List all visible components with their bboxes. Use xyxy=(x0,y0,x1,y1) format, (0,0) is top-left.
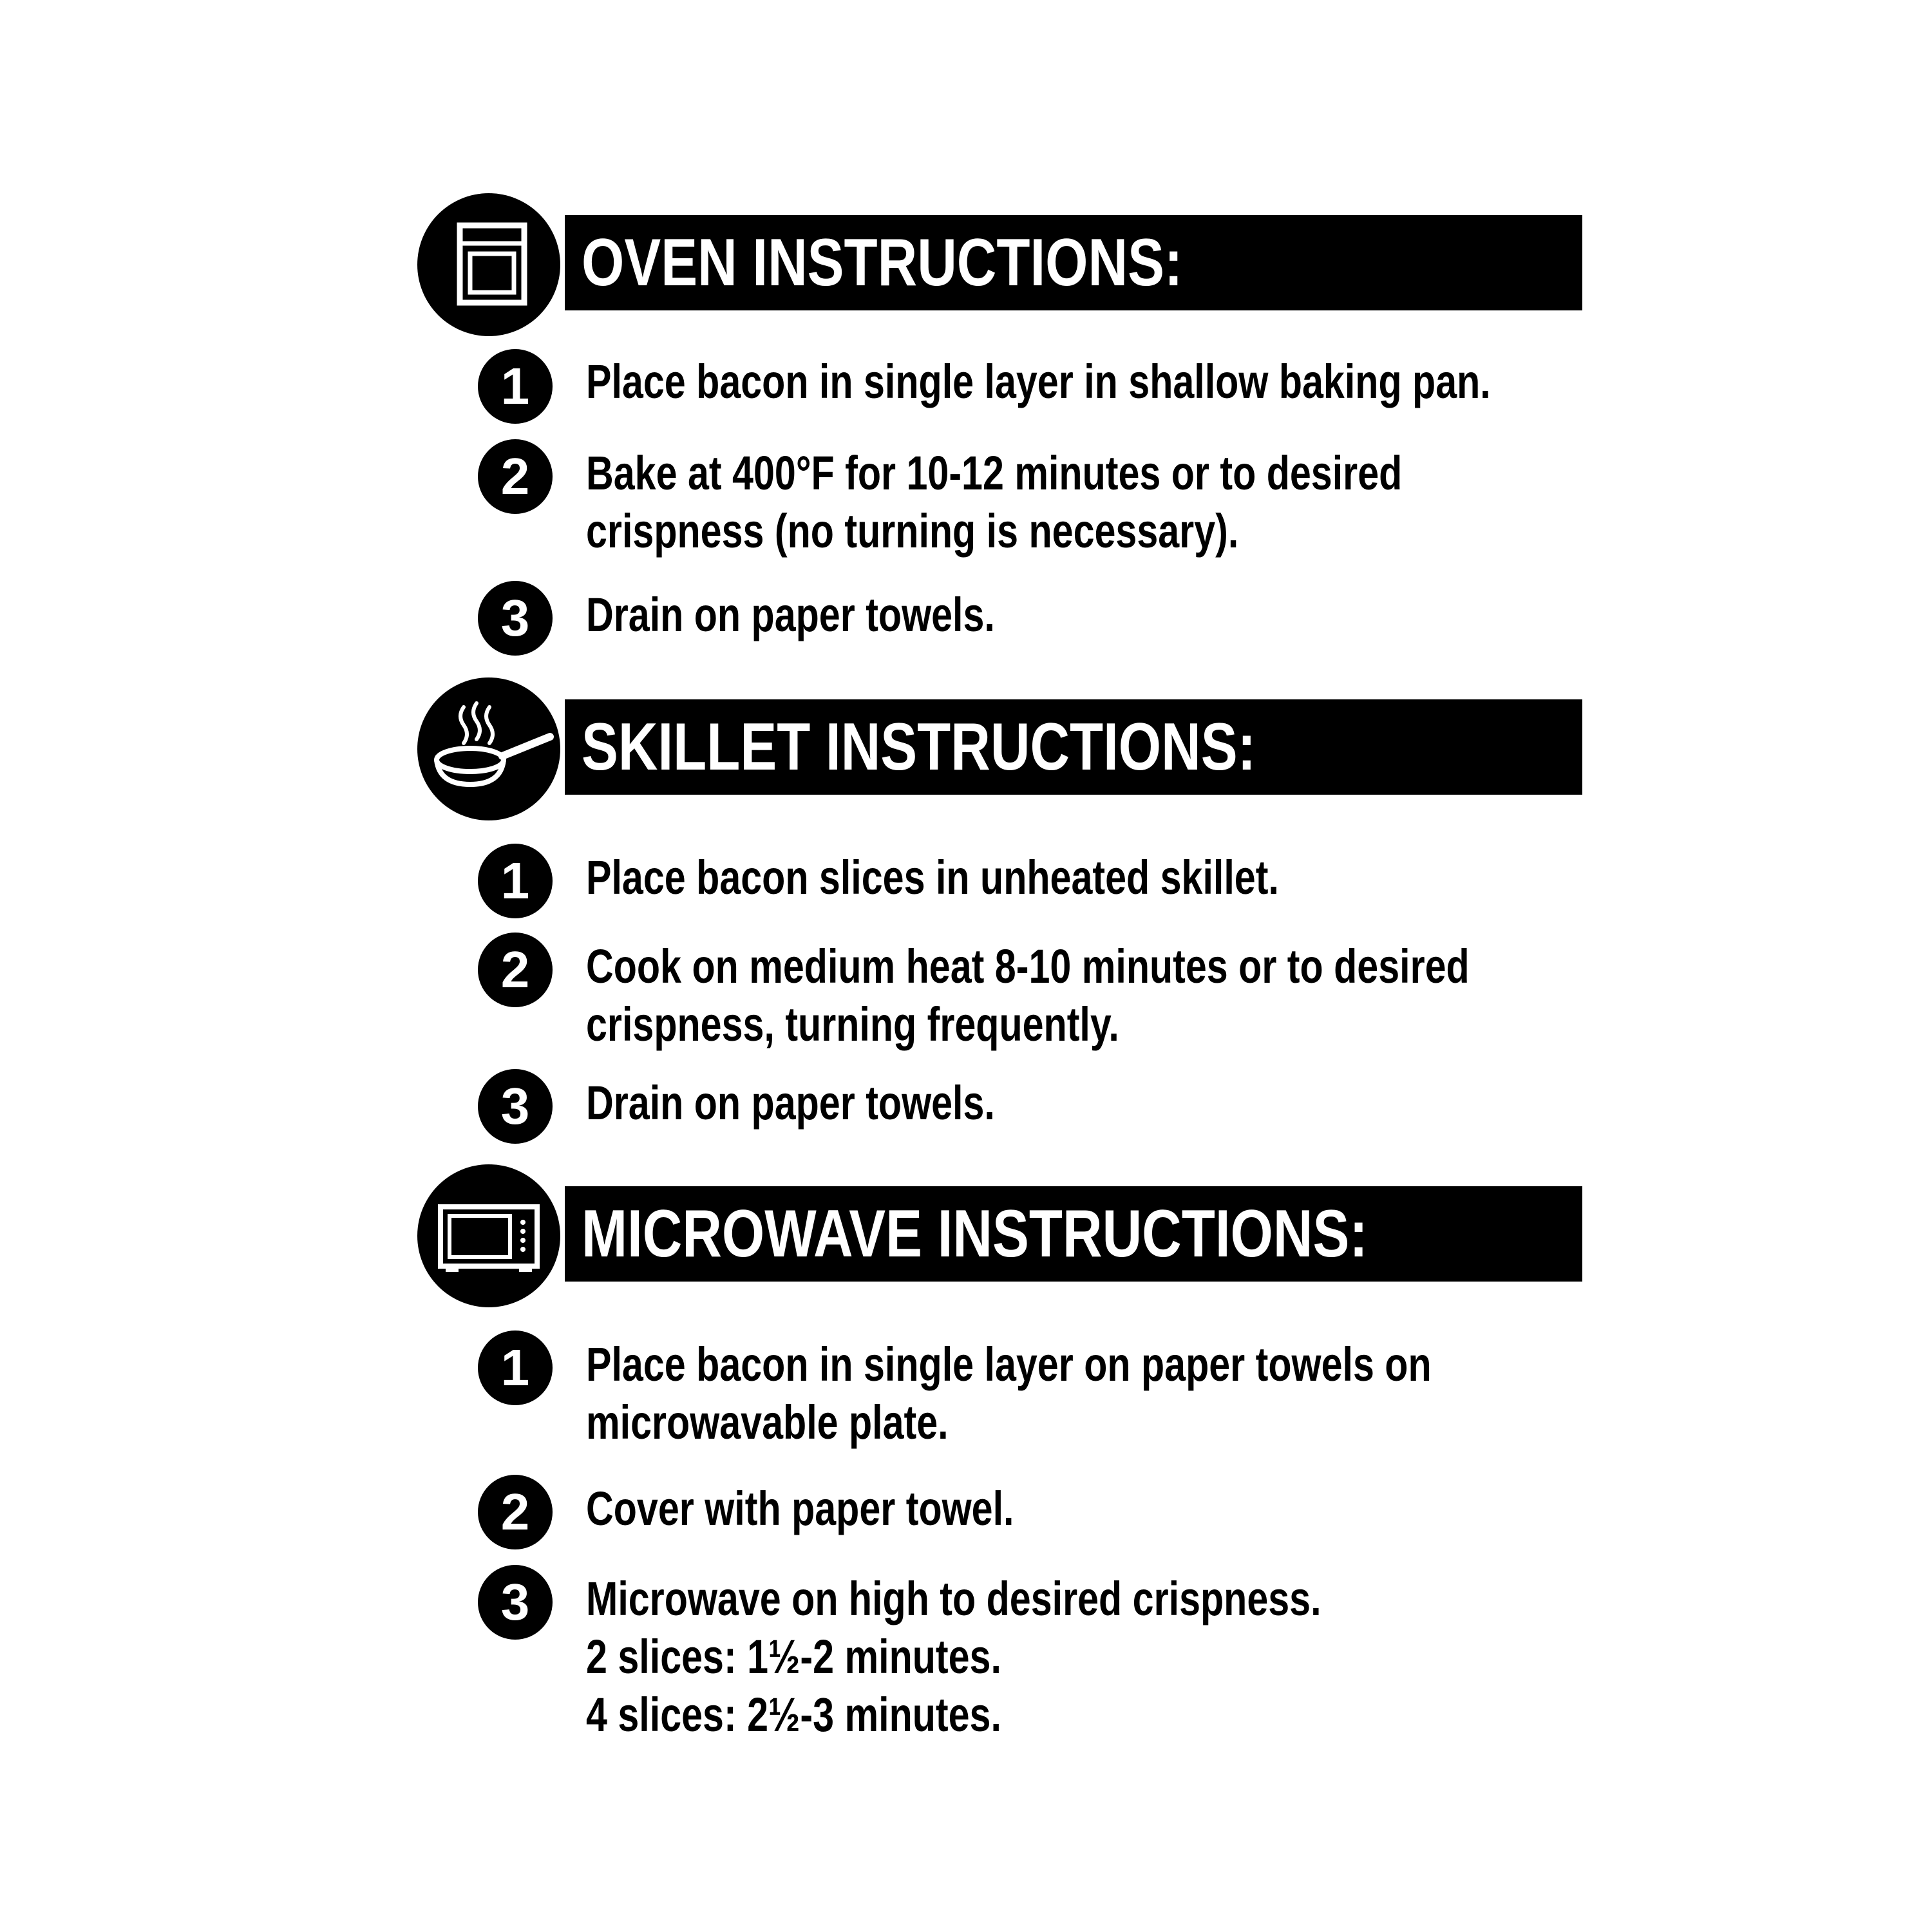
skillet-step-1-number: 1 xyxy=(478,844,553,918)
oven-icon xyxy=(417,193,560,336)
oven-step-2-text xyxy=(586,444,1402,560)
oven-step-3-text xyxy=(586,586,995,644)
skillet-title: SKILLET INSTRUCTIONS: xyxy=(582,710,1256,784)
oven-step-1-text xyxy=(586,353,1491,411)
skillet-step-2-line-2: crispness, turning frequently. xyxy=(586,998,1119,1051)
microwave-step-1-line-2: microwavable plate. xyxy=(586,1396,949,1449)
skillet-step-1-line-1: Place bacon slices in unheated skillet. xyxy=(586,851,1279,904)
microwave-step-1-text xyxy=(586,1336,1432,1452)
oven-step-2-line-2: crispness (no turning is necessary). xyxy=(586,504,1239,558)
microwave-step-3-line-1: Microwave on high to desired crispness. xyxy=(586,1572,1321,1625)
skillet-step-3-text xyxy=(586,1074,995,1132)
microwave-step-1-number: 1 xyxy=(478,1331,553,1405)
microwave-step-3-number: 3 xyxy=(478,1565,553,1640)
skillet-step-2-line-1: Cook on medium heat 8-10 minutes or to desired xyxy=(586,940,1470,993)
microwave-step-2-line-1: Cover with paper towel. xyxy=(586,1482,1014,1535)
microwave-icon xyxy=(417,1164,560,1307)
oven-step-2-number: 2 xyxy=(478,439,553,514)
microwave-step-3-text xyxy=(586,1570,1321,1744)
skillet-icon xyxy=(417,677,560,820)
oven-step-2-line-1: Bake at 400°F for 10-12 minutes or to desired xyxy=(586,446,1403,500)
oven-step-1-line-1: Place bacon in single layer in shallow baking pan. xyxy=(586,355,1491,408)
microwave-step-2-number: 2 xyxy=(478,1475,553,1549)
skillet-step-3-number: 3 xyxy=(478,1069,553,1144)
oven-step-3-number: 3 xyxy=(478,581,553,656)
skillet-step-2-number: 2 xyxy=(478,933,553,1007)
skillet-step-3-line-1: Drain on paper towels. xyxy=(586,1076,995,1130)
oven-title: OVEN INSTRUCTIONS: xyxy=(582,225,1183,300)
microwave-step-3-line-2: 2 slices: 1½-2 minutes. xyxy=(586,1630,1001,1683)
microwave-title: MICROWAVE INSTRUCTIONS: xyxy=(582,1197,1368,1271)
oven-step-3-line-1: Drain on paper towels. xyxy=(586,588,995,641)
oven-step-1-number: 1 xyxy=(478,349,553,424)
microwave-step-1-line-1: Place bacon in single layer on paper towels on xyxy=(586,1338,1432,1391)
skillet-step-1-text xyxy=(586,849,1279,907)
skillet-step-2-text xyxy=(586,938,1470,1054)
microwave-step-3-line-3: 4 slices: 2½-3 minutes. xyxy=(586,1688,1001,1741)
microwave-step-2-text xyxy=(586,1480,1014,1538)
